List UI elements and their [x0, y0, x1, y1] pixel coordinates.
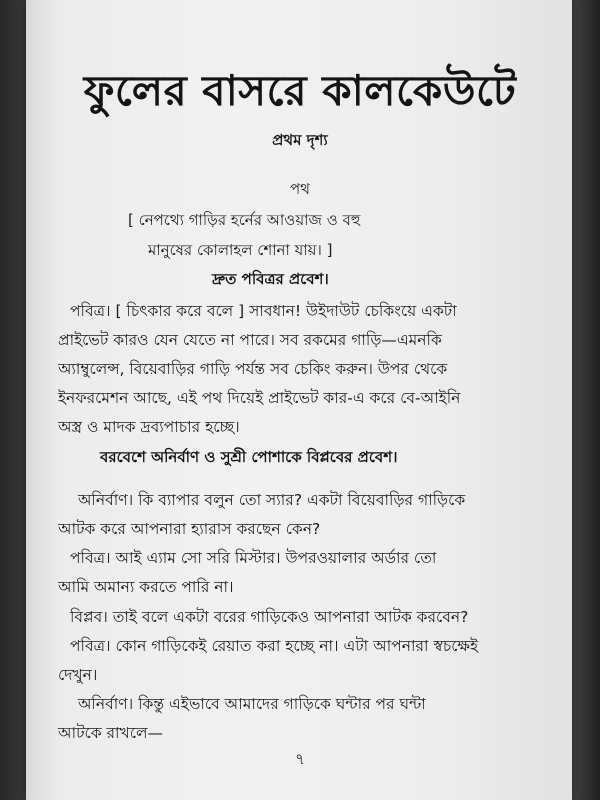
- dialogue-line: দেখুন।: [58, 666, 98, 684]
- dialogue-line: আমি অমান্য করতে পারি না।: [58, 578, 234, 596]
- play-title: ফুলের বাসরে কালকেউটে: [83, 66, 517, 115]
- scene-heading: প্রথম দৃশ্য: [272, 131, 328, 149]
- dialogue-line: ইনফরমেশন আছে, এই পথ দিয়েই প্রাইভেট কার-এ করে বে-আইনি: [58, 389, 461, 407]
- dialogue-line: প্রাইভেট কারও যেন যেতে না পারে। সব রকমের গাড়ি—এমনকি: [58, 331, 442, 349]
- dialogue-line: পবিত্র। [ চিৎকার করে বলে ] সাবধান! উইদাউট চেকিংয়ে একটা: [70, 302, 457, 320]
- dialogue-line: অ্যাম্বুলেন্স, বিয়েবাড়ির গাড়ি পর্যন্ত সব চেকিং করুন। উপর থেকে: [58, 360, 448, 378]
- dialogue-line: বিপ্লব। তাই বলে একটা বরের গাড়িকেও আপনারা আটক করবেন?: [70, 608, 469, 626]
- page-number: ৭: [295, 750, 305, 768]
- dialogue-line: পবিত্র। আই এ্যাম সো সরি মিস্টার। উপরওয়ালার অর্ডার তো: [70, 549, 437, 567]
- dialogue-line: আটক করে আপনারা হ্যারাস করছেন কেন?: [58, 520, 321, 538]
- dialogue-line: পবিত্র। কোন গাড়িকেই রেয়াত করা হচ্ছে না। এটা আপনারা স্বচক্ষেই: [70, 637, 479, 655]
- stage-direction-line: মানুষের কোলাহল শোনা যায়। ]: [148, 241, 333, 259]
- dialogue-line: অনির্বাণ। কিন্তু এইভাবে আমাদের গাড়িকে ঘন্টার পর ঘন্টা: [78, 695, 426, 713]
- entry-direction: বরবেশে অনির্বাণ ও সুশ্রী পোশাকে বিপ্লবের প্রবেশ।: [100, 448, 398, 466]
- dialogue-line: আটকে রাখলে—: [58, 724, 164, 742]
- scene-location: পথ: [290, 180, 310, 198]
- dialogue-line: অস্ত্র ও মাদক দ্রব্যপাচার হচ্ছে।: [58, 418, 240, 436]
- dialogue-line: অনির্বাণ। কি ব্যাপার বলুন তো স্যার? একটা বিয়েবাড়ির গাড়িকে: [78, 491, 466, 509]
- entry-direction: দ্রুত পবিত্রর প্রবেশ।: [212, 270, 329, 288]
- stage-direction-line: [ নেপথ্যে গাড়ির হর্নের আওয়াজ ও বহু: [128, 211, 361, 229]
